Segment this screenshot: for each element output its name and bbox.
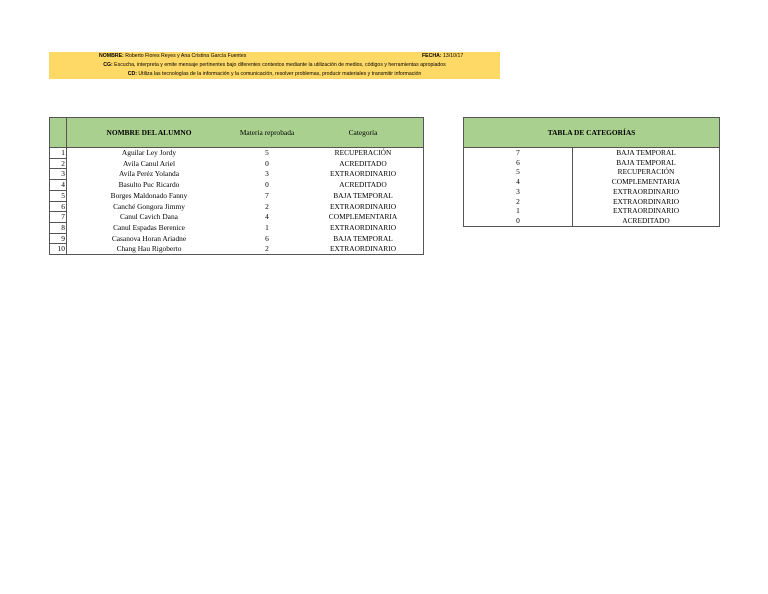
failed-subjects: 2 — [265, 201, 269, 211]
category-value: EXTRAORDINARIO — [573, 197, 720, 207]
index-header — [50, 118, 67, 148]
category: BAJA TEMPORAL — [303, 233, 424, 244]
table-row — [464, 148, 720, 158]
category-value: BAJA TEMPORAL — [573, 148, 720, 158]
student-name: Canul Espadas Berenice — [113, 222, 185, 232]
table-row — [50, 244, 424, 255]
category-value: RECUPERACIÓN — [573, 167, 720, 177]
table-row — [50, 148, 424, 159]
student-name: Aguilar Ley Jordy — [121, 148, 177, 158]
failed-subjects: 0 — [265, 180, 269, 190]
table-row — [50, 190, 424, 201]
category-table-title: TABLA DE CATEGORÍAS — [464, 118, 720, 148]
student-name: Avila Peréz Yolanda — [118, 169, 179, 179]
category-key: 3 — [464, 187, 573, 197]
category-key: 1 — [464, 206, 573, 216]
failed-subjects: 5 — [265, 148, 269, 158]
category-value: EXTRAORDINARIO — [573, 187, 720, 197]
table-row — [464, 187, 720, 197]
category: COMPLEMENTARIA — [303, 212, 424, 223]
row-index: 3 — [50, 169, 67, 180]
row-index: 9 — [50, 233, 67, 244]
failed-subjects: 0 — [265, 158, 269, 168]
failed-subjects: 4 — [265, 212, 269, 222]
student-name: Canul Cavich Dana — [120, 212, 178, 222]
table-row — [50, 201, 424, 212]
category: ACREDITADO — [303, 158, 424, 169]
row-index: 6 — [50, 201, 67, 212]
row-index: 4 — [50, 180, 67, 191]
category-value: COMPLEMENTARIA — [573, 177, 720, 187]
category-key: 4 — [464, 177, 573, 187]
category-key: 5 — [464, 167, 573, 177]
row-index: 2 — [50, 158, 67, 169]
date-field: FECHA: 13/10/17 — [422, 53, 464, 59]
row-index: 7 — [50, 212, 67, 223]
category-key: 2 — [464, 197, 573, 207]
failed-subjects: 2 — [231, 244, 303, 255]
table-row — [50, 169, 424, 180]
failed-subjects: 1 — [265, 222, 269, 232]
category: EXTRAORDINARIO — [303, 201, 424, 212]
category-value: ACREDITADO — [573, 216, 720, 226]
student-name: Canché Gongora Jimmy — [113, 201, 185, 211]
table-row — [464, 216, 720, 226]
row-index: 10 — [50, 244, 67, 255]
table-row — [464, 167, 720, 177]
failed-subjects: 6 — [265, 233, 269, 243]
row-index: 8 — [50, 222, 67, 233]
category-key: 0 — [464, 216, 573, 226]
column-header-materia: Materia reprobada — [231, 118, 303, 148]
category: EXTRAORDINARIO — [303, 222, 424, 233]
category: EXTRAORDINARIO — [303, 244, 424, 255]
student-name: Chang Hau Rigoberto — [67, 244, 232, 255]
category-key: 7 — [464, 148, 573, 158]
students-table — [49, 117, 424, 255]
student-name: Basulto Puc Ricardo — [118, 180, 180, 190]
column-header-categoria: Categoría — [303, 118, 424, 148]
failed-subjects: 3 — [265, 169, 269, 179]
category: RECUPERACIÓN — [303, 148, 424, 159]
students-table-header — [50, 118, 424, 148]
table-row — [50, 233, 424, 244]
category-table — [463, 117, 720, 227]
category: EXTRAORDINARIO — [303, 169, 424, 180]
row-index: 1 — [50, 148, 67, 159]
table-row — [50, 180, 424, 191]
column-header-name: NOMBRE DEL ALUMNO — [67, 118, 232, 148]
student-name: Avila Canul Ariel — [123, 158, 175, 168]
header-row-name-date — [49, 52, 500, 61]
category-table-header — [464, 118, 720, 148]
category-key: 6 — [464, 158, 573, 168]
table-row — [464, 158, 720, 168]
category-value: EXTRAORDINARIO — [573, 206, 720, 216]
category: BAJA TEMPORAL — [303, 190, 424, 201]
category-value: BAJA TEMPORAL — [573, 158, 720, 168]
cd-competency: CD: Utiliza las tecnologías de la información y la comunicación, resolver problemas, producir materiales y transmitir información — [127, 71, 422, 77]
student-names: NOMBRE: Roberto Flores Reyes y Ana Cristina García Fuentes — [99, 53, 247, 59]
student-name: Borges Maldonado Fanny — [110, 190, 188, 200]
cg-competency: CG: Escucha, interpreta y emite mensaje pertinentes bajo diferentes contextos mediante la utilización de medios, códigos y herramientas apropiados — [103, 62, 446, 68]
table-row — [50, 222, 424, 233]
table-row — [464, 206, 720, 216]
header-info-box — [49, 52, 500, 79]
row-index: 5 — [50, 190, 67, 201]
table-row — [50, 158, 424, 169]
student-name: Casanova Horan Ariadne — [111, 233, 187, 243]
table-row — [464, 197, 720, 207]
category: ACREDITADO — [303, 180, 424, 191]
table-row — [50, 212, 424, 223]
failed-subjects: 7 — [265, 190, 269, 200]
table-row — [464, 177, 720, 187]
